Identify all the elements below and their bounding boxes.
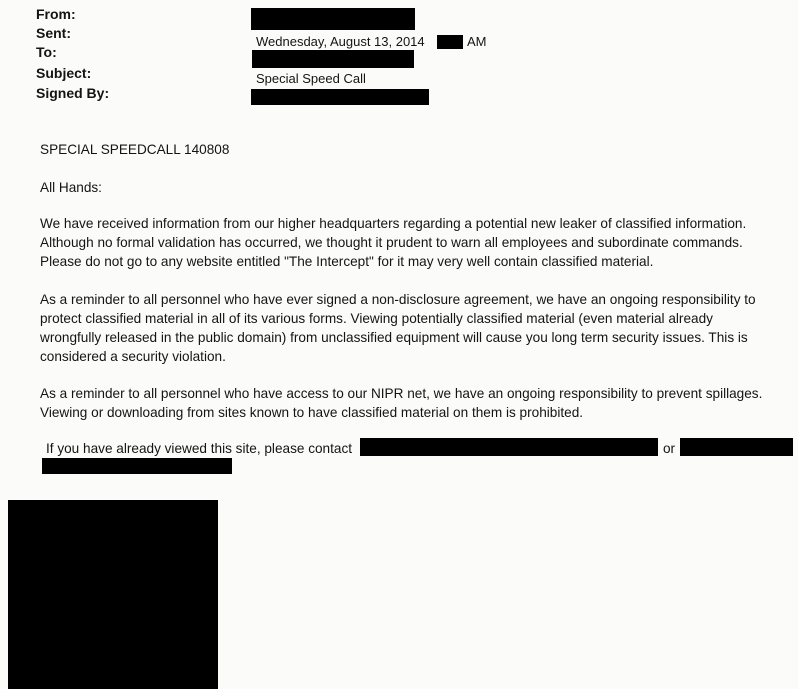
speedcall-heading: SPECIAL SPEEDCALL 140808 (40, 142, 230, 157)
paragraph-1-line: We have received information from our higher headquarters regarding a potential new leaker of classified information. (40, 216, 747, 231)
paragraph-2-line: As a reminder to all personnel who have ever signed a non-disclosure agreement, we have an ongoing responsibility to (40, 292, 756, 307)
paragraph-1 (40, 214, 798, 271)
to-label: To: (36, 44, 57, 60)
paragraph-1-line: Although no formal validation has occurred, we thought it prudent to warn all employees and subordinate commands. (40, 235, 743, 250)
paragraph-3 (40, 384, 798, 422)
sent-date: Wednesday, August 13, 2014 (256, 34, 425, 49)
contact-redaction-2 (680, 438, 793, 456)
contact-redaction-3 (42, 458, 232, 474)
subject-value: Special Speed Call (256, 71, 366, 86)
sent-time-redaction (437, 35, 463, 49)
contact-text: If you have already viewed this site, please contact (46, 441, 353, 456)
salutation: All Hands: (40, 180, 102, 195)
contact-redaction-1 (360, 438, 658, 456)
paragraph-1-line: Please do not go to any website entitled "The Intercept" for it may very well contain classified material. (40, 254, 654, 269)
from-label: From: (36, 6, 76, 22)
signed-by-redaction (251, 89, 429, 105)
paragraph-2-line: wrongfully released in the public domain) from unclassified equipment will cause you long term security issues. This is (40, 330, 748, 345)
from-redaction (251, 8, 415, 30)
paragraph-3-line: Viewing or downloading from sites known to have classified material on them is prohibited. (40, 405, 584, 420)
paragraph-2 (40, 290, 798, 366)
signed-by-label: Signed By: (36, 85, 110, 101)
to-redaction (252, 50, 414, 68)
contact-or: or (663, 441, 676, 456)
sent-label: Sent: (36, 25, 71, 41)
paragraph-2-line: protect classified material in all of its various forms. Viewing potentially classified material (even material already (40, 311, 713, 326)
signature-block-redaction (8, 500, 218, 689)
paragraph-2-line: considered a security violation. (40, 349, 226, 364)
sent-ampm: AM (467, 34, 487, 49)
subject-label: Subject: (36, 65, 92, 81)
paragraph-3-line: As a reminder to all personnel who have access to our NIPR net, we have an ongoing responsibility to prevent spillages. (40, 386, 763, 401)
